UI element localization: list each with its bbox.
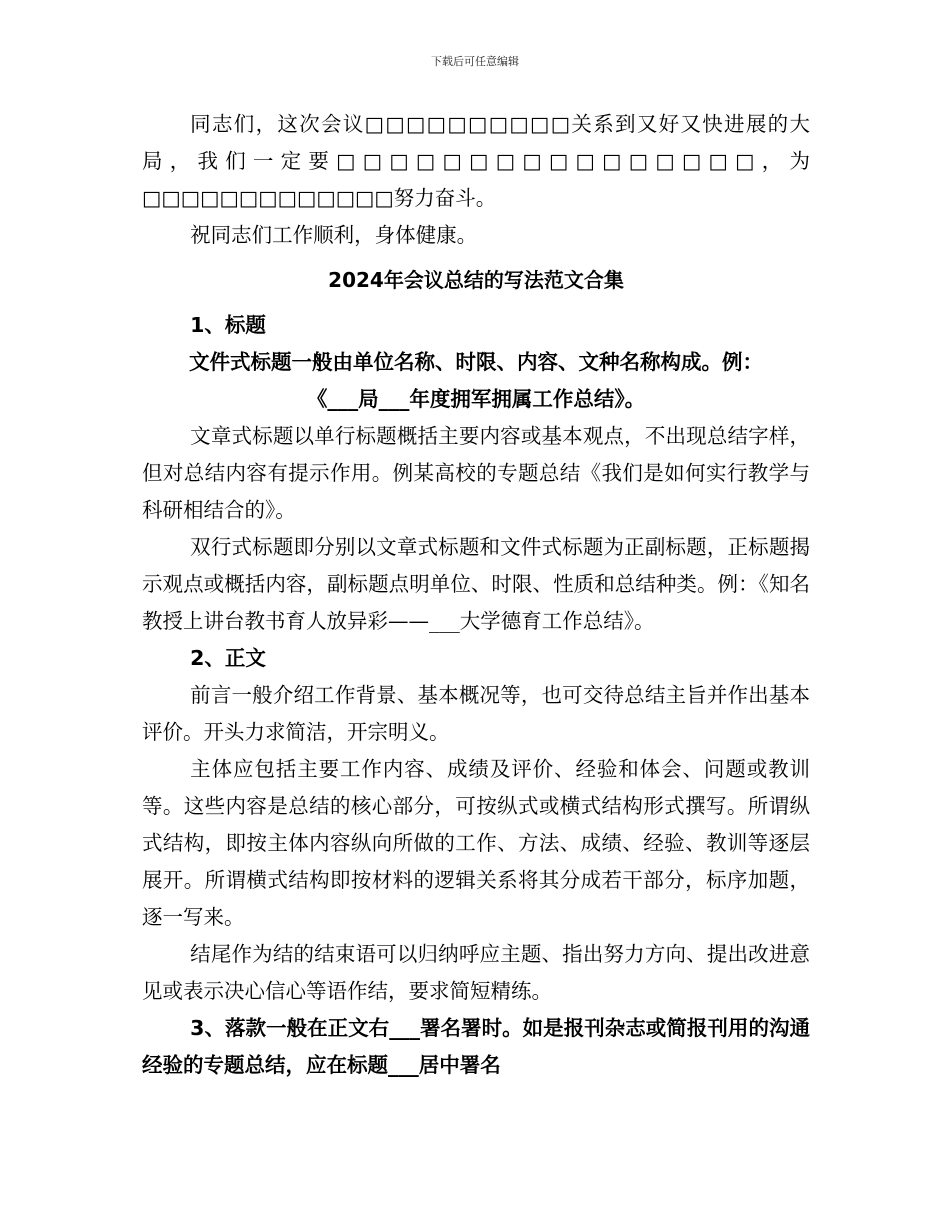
section-2-paragraph-2: 主体应包括主要工作内容、成绩及评价、经验和体会、问题或教训等。这些内容是总结的核心部分，可按纵式或横式结构形式撰写。所谓纵式结构，即按主体内容纵向所做的工作、方法、成绩、经验、教训等逐层展开。所谓横式结构即按材料的逻辑关系将其分成若干部分，标序加题，逐一写来。	[142, 757, 810, 929]
page-header: 下载后可任意编辑	[431, 55, 519, 68]
section-1-paragraph-1: 文章式标题以单行标题概括主要内容或基本观点，不出现总结字样，但对总结内容有提示作用。例某高校的专题总结《我们是如何实行教学与科研相结合的》。	[142, 424, 810, 522]
section-3-paragraph: 3、落款一般在正文右___署名署时。如是报刊杂志或简报刊用的沟通经验的专题总结，应在标题___居中署名	[142, 1016, 810, 1077]
section-2-paragraph-1: 前言一般介绍工作背景、基本概况等，也可交待总结主旨并作出基本评价。开头力求简洁，开宗明义。	[142, 683, 810, 744]
intro-paragraph-1: 同志们，这次会议□□□□□□□□□□关系到又好又快进展的大局，我们一定要□□□□□□□□□□□□□□□□，为□□□□□□□□□□□□□努力奋斗。	[142, 112, 810, 210]
document-body	[142, 106, 810, 1084]
document-title: 2024年会议总结的写法范文合集	[328, 268, 624, 292]
section-1-heading: 1、标题	[190, 313, 266, 337]
section-2-heading: 2、正文	[190, 646, 266, 670]
section-1-bold-line-1: 文件式标题一般由单位名称、时限、内容、文种名称构成。例：	[189, 350, 763, 374]
section-1-bold-line-2: 《___局___年度拥军拥属工作总结》。	[306, 387, 646, 411]
section-1-paragraph-2: 双行式标题即分别以文章式标题和文件式标题为正副标题，正标题揭示观点或概括内容，副标题点明单位、时限、性质和总结种类。例：《知名教授上讲台教书育人放异彩——___大学德育工作总结》。	[142, 535, 810, 633]
section-2-paragraph-3: 结尾作为结的结束语可以归纳呼应主题、指出努力方向、提出改进意见或表示决心信心等语作结，要求简短精练。	[142, 942, 810, 1003]
intro-paragraph-2: 祝同志们工作顺利，身体健康。	[190, 223, 478, 247]
